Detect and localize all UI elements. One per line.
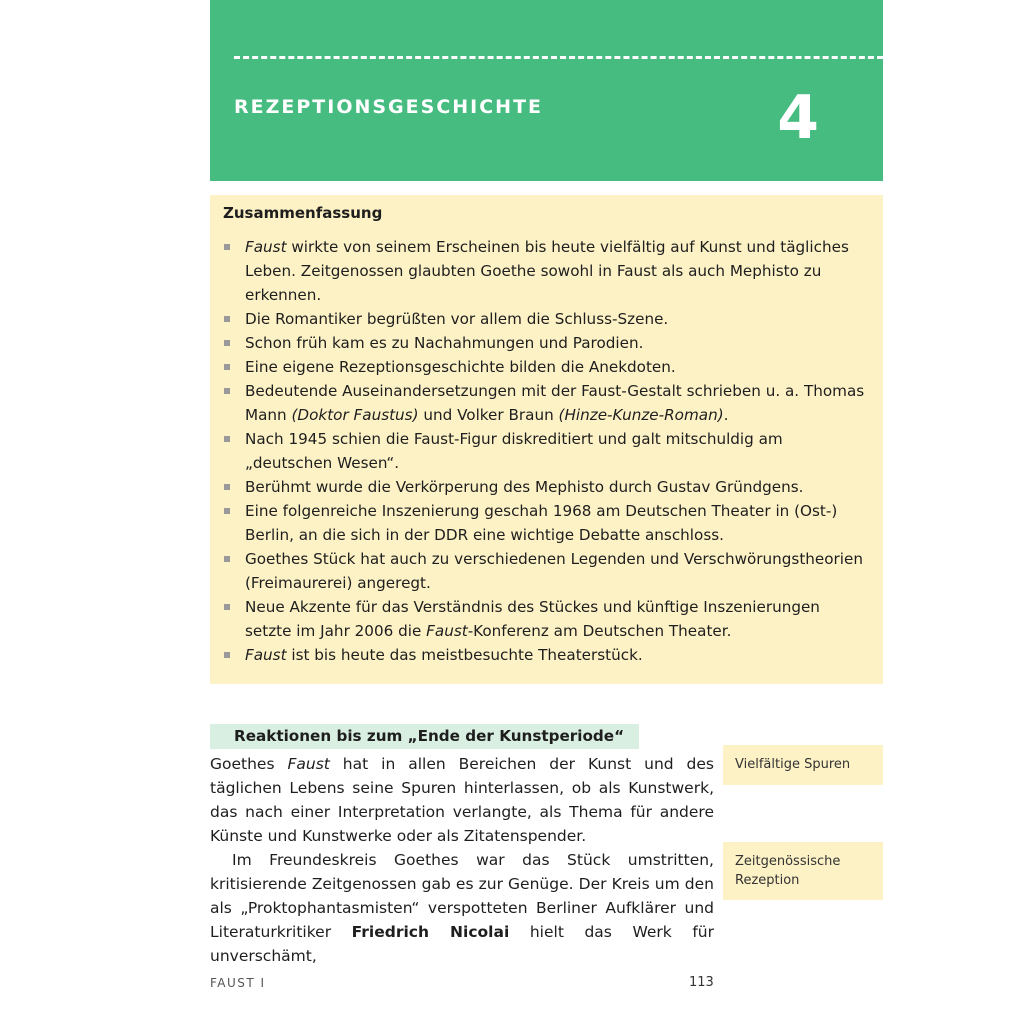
section-heading-text: Reaktionen bis zum „Ende der Kunstperiode“: [234, 727, 625, 745]
list-item: [210, 643, 870, 667]
dashed-divider: [234, 56, 883, 59]
list-item: [210, 235, 870, 307]
list-item: [210, 595, 870, 643]
emphasis: Faust: [287, 755, 330, 773]
item-text: wirkte von seinem Erscheinen bis heute vielfältig auf Kunst und tägliches Leben. Zeitgenossen glaubten Goethe sowohl in Faust als auch Mephisto zu erkennen.: [245, 238, 849, 304]
item-text: und Volker Braun: [418, 406, 559, 424]
body-text: [210, 752, 714, 968]
text-run: Im Freundeskreis Goethes war das Stück umstritten, kritisierende Zeitgenossen gab es zur Genüge. Der Kreis um den als „Proktophantasmisten“ verspotteten Berliner Aufklärer und Literaturkritiker: [210, 851, 714, 941]
emphasis: (Doktor Faustus): [291, 406, 419, 424]
emphasis: Faust: [245, 646, 287, 664]
paragraph: [210, 848, 714, 968]
item-text: .: [723, 406, 729, 424]
list-item: Eine eigene Rezeptionsgeschichte bilden die Anekdoten.: [210, 355, 870, 379]
item-text: ist bis heute das meistbesuchte Theaterstück.: [286, 646, 643, 664]
emphasis: Faust: [245, 238, 287, 256]
chapter-title: REZEPTIONSGESCHICHTE: [234, 96, 544, 118]
item-text: Neue Akzente für das Verständnis des Stückes und künftige Inszenierungen setzte im Jahr 2006 die: [245, 598, 820, 640]
bold-name: Friedrich Nicolai: [351, 923, 510, 941]
item-text: Bedeutende Auseinandersetzungen mit der Faust-Gestalt schrieben u. a. Thomas Mann: [245, 382, 865, 424]
margin-note: Zeitgenössische Rezeption: [723, 842, 883, 900]
emphasis: Faust: [426, 622, 468, 640]
chapter-header: [210, 0, 883, 181]
margin-note: Vielfältige Spuren: [723, 745, 883, 785]
summary-list: [210, 235, 870, 667]
page-number: 113: [689, 975, 714, 990]
footer-book-title: FAUST I: [210, 976, 266, 990]
summary-box: [210, 195, 883, 684]
list-item: Goethes Stück hat auch zu verschiedenen Legenden und Verschwörungstheorien (Freimaurerei) angeregt.: [210, 547, 870, 595]
text-run: Goethes: [210, 755, 288, 773]
emphasis: (Hinze-Kunze-Roman): [558, 406, 724, 424]
list-item: Die Romantiker begrüßten vor allem die Schluss-Szene.: [210, 307, 870, 331]
list-item: Eine folgenreiche Inszenierung geschah 1968 am Deutschen Theater in (Ost-) Berlin, an die sich in der DDR eine wichtige Debatte anschloss.: [210, 499, 870, 547]
text-run: hielt das Werk für unverschämt,: [210, 923, 714, 965]
chapter-number: 4: [777, 83, 819, 153]
text-run: hat in allen Bereichen der Kunst und des täglichen Lebens seine Spuren hinterlassen, ob als Kunstwerk, das nach einer Interpretation verlangte, als Thema für andere Künste und Kunstwerke oder als Zitatenspender.: [210, 755, 714, 845]
list-item: [210, 379, 870, 427]
item-text: -Konferenz am Deutschen Theater.: [467, 622, 732, 640]
summary-title: Zusammenfassung: [223, 204, 383, 222]
list-item: Berühmt wurde die Verkörperung des Mephisto durch Gustav Gründgens.: [210, 475, 870, 499]
list-item: Nach 1945 schien die Faust-Figur diskreditiert und galt mitschuldig am „deutschen Wesen“.: [210, 427, 870, 475]
section-heading: [210, 724, 639, 749]
list-item: Schon früh kam es zu Nachahmungen und Parodien.: [210, 331, 870, 355]
paragraph: [210, 752, 714, 848]
